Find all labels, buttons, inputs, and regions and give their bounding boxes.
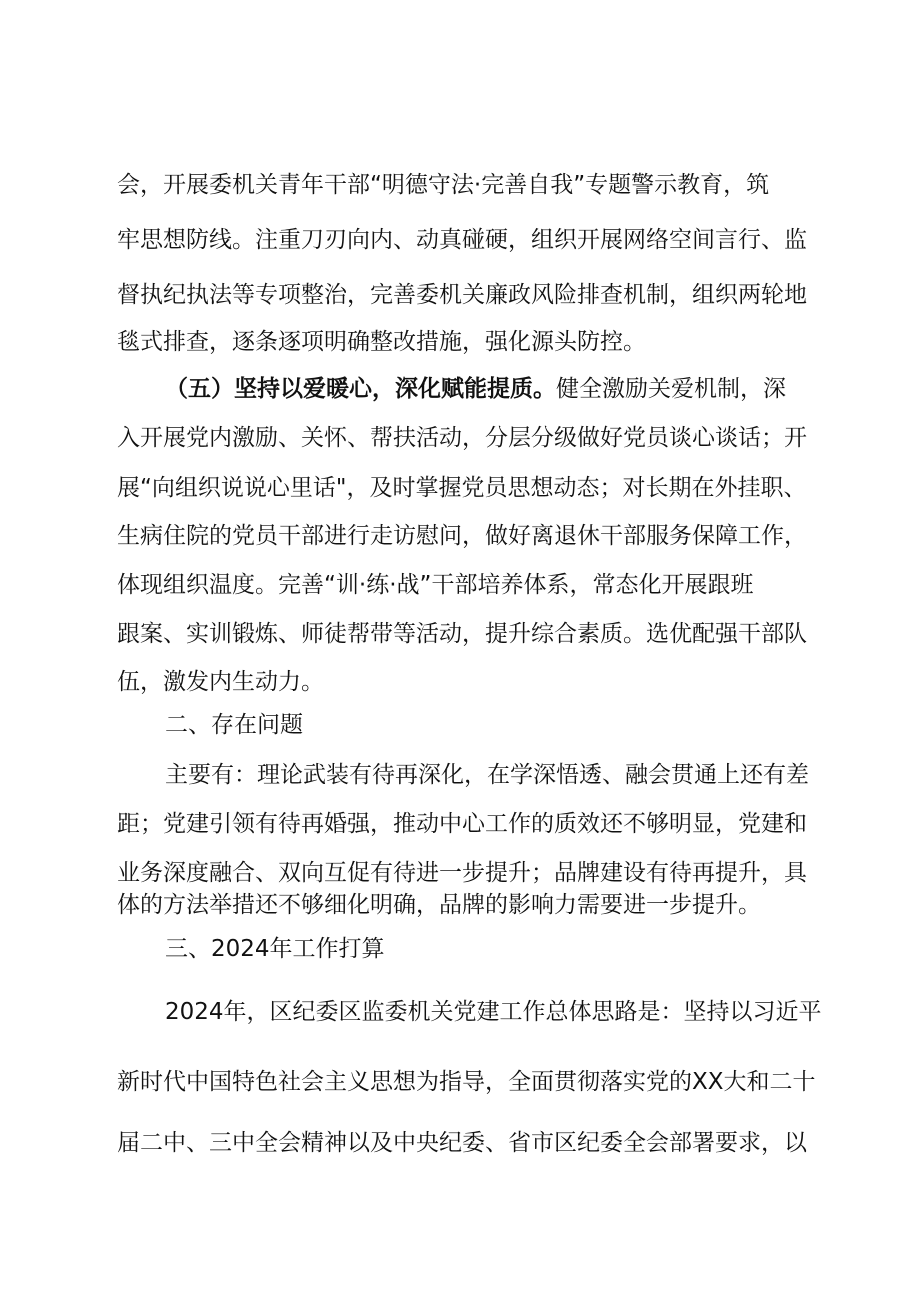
text-line: 业务深度融合、双向互促有待进一步提升；品牌建设有待再提升，具 [117, 860, 807, 886]
text-line: 届二中、三中全会精神以及中央纪委、省市区纪委全会部署要求，以 [117, 1130, 807, 1156]
section-heading-five: （五）坚持以爱暖心，深化赋能提质。 [165, 376, 556, 402]
text-line: 入开展党内激励、关怀、帮扶活动，分层分级做好党员谈心谈话；开 [117, 425, 807, 451]
paragraph-five-first-line [165, 374, 786, 404]
text-line: 展“向组织说说心里话"，及时掌握党员思想动态；对长期在外挂职、 [117, 475, 807, 501]
text-line: 距；党建引领有待再婚强，推动中心工作的质效还不够明显，党建和 [117, 811, 807, 837]
text-line: 体现组织温度。完善“训·练·战”干部培养体系，常态化开展跟班 [117, 572, 754, 598]
text-line: 2024年，区纪委区监委机关党建工作总体思路是：坚持以习近平 [165, 999, 822, 1025]
section-heading-problems: 二、存在问题 [165, 712, 303, 738]
text-line: 跟案、实训锻炼、师徒帮带等活动，提升综合素质。选优配强干部队 [117, 621, 807, 647]
text-span: 健全激励关爱机制，深 [556, 376, 786, 402]
text-line: 牢思想防线。注重刀刃向内、动真碰硬，组织开展网络空间言行、监 [117, 227, 807, 253]
text-line: 体的方法举措还不够细化明确，品牌的影响力需要进一步提升。 [117, 892, 761, 918]
text-line: 会，开展委机关青年干部“明德守法·完善自我”专题警示教育，筑 [117, 172, 770, 198]
text-line: 新时代中国特色社会主义思想为指导，全面贯彻落实党的XX大和二十 [117, 1069, 816, 1095]
text-line: 伍，激发内生动力。 [117, 669, 324, 695]
text-line: 督执纪执法等专项整治，完善委机关廉政风险排查机制，组织两轮地 [117, 282, 807, 308]
text-line: 毯式排查，逐条逐项明确整改措施，强化源头防控。 [117, 329, 646, 355]
text-line: 生病住院的党员干部进行走访慰问，做好离退休干部服务保障工作， [117, 523, 807, 549]
section-heading-plans: 三、2024年工作打算 [165, 936, 385, 962]
text-line: 主要有：理论武装有待再深化，在学深悟透、融会贯通上还有差 [165, 762, 809, 788]
